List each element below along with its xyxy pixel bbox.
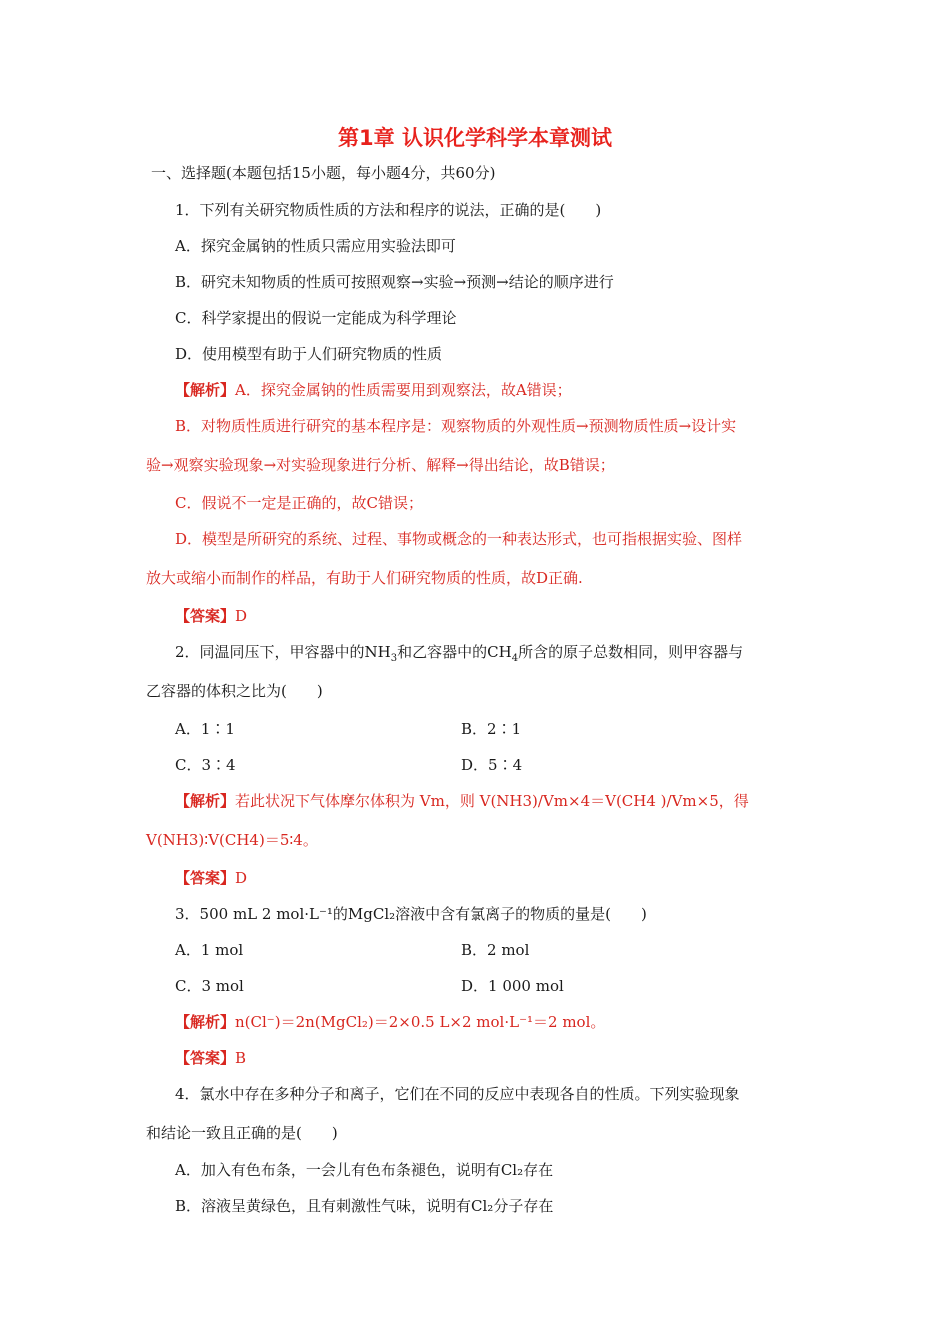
q2-stem-sub2: 4	[511, 653, 519, 664]
q3-stem: 3．500 mL 2 mol·L⁻¹的MgCl₂溶液中含有氯离子的物质的量是( )	[175, 905, 647, 923]
q2-stem-line2: 乙容器的体积之比为( )	[146, 682, 323, 700]
q1-analysis-d1: D．模型是所研究的系统、过程、事物或概念的一种表达形式，也可指根据实验、图样	[175, 530, 743, 548]
q2-analysis-text1: 若此状况下气体摩尔体积为 Vm，则 V(NH3)/Vm×4＝V(CH4 )/Vm×5，得	[235, 792, 749, 810]
q1-answer	[175, 606, 950, 626]
q3-answer-value: B	[235, 1049, 247, 1067]
q1-analysis-d2: 放大或缩小而制作的样品，有助于人们研究物质的性质，故D正确.	[146, 569, 583, 587]
q1-option-c: C．科学家提出的假说一定能成为科学理论	[175, 309, 457, 327]
q3-option-a: A．1 mol	[175, 941, 244, 959]
q2-option-c: C．3∶4	[175, 756, 236, 774]
q2-stem-part2: 和乙容器中的CH	[397, 643, 512, 661]
q1-answer-value: D	[235, 607, 248, 625]
q1-analysis-a-text: A．探究金属钠的性质需要用到观察法，故A错误；	[235, 381, 572, 399]
analysis-tag: 【解析】	[175, 1013, 236, 1031]
q4-option-a: A．加入有色布条，一会儿有色布条褪色，说明有Cl₂存在	[175, 1161, 554, 1179]
q4-stem-line2: 和结论一致且正确的是( )	[146, 1124, 338, 1142]
q2-stem-part3: 所含的原子总数相同，则甲容器与	[518, 643, 744, 661]
answer-tag: 【答案】	[175, 1049, 236, 1067]
q2-stem-part1: 2．同温同压下，甲容器中的NH	[175, 643, 391, 661]
section-heading: 一、选择题(本题包括15小题，每小题4分，共60分)	[151, 164, 496, 182]
answer-tag: 【答案】	[175, 869, 236, 887]
q1-analysis-b1: B．对物质性质进行研究的基本程序是：观察物质的外观性质→预测物质性质→设计实	[175, 417, 737, 435]
analysis-tag: 【解析】	[175, 381, 236, 399]
q1-analysis-a	[175, 380, 950, 400]
q1-option-a: A．探究金属钠的性质只需应用实验法即可	[175, 237, 456, 255]
page-title: 第1章 认识化学科学本章测试	[338, 126, 612, 150]
q3-answer	[175, 1048, 950, 1068]
q3-analysis-text: n(Cl⁻)＝2n(MgCl₂)＝2×0.5 L×2 mol·L⁻¹＝2 mol。	[235, 1013, 606, 1031]
q2-analysis-line2: V(NH3)∶V(CH4)＝5∶4。	[146, 831, 318, 849]
q3-option-c: C．3 mol	[175, 977, 244, 995]
q2-option-a: A．1∶1	[175, 720, 235, 738]
q2-answer-value: D	[235, 869, 248, 887]
q2-option-b: B．2∶1	[461, 720, 522, 738]
q4-stem-line1: 4．氯水中存在多种分子和离子，它们在不同的反应中表现各自的性质。下列实验现象	[175, 1085, 740, 1103]
q2-stem	[175, 642, 950, 662]
q1-option-d: D．使用模型有助于人们研究物质的性质	[175, 345, 443, 363]
q3-option-b: B．2 mol	[461, 941, 530, 959]
q1-stem: 1．下列有关研究物质性质的方法和程序的说法，正确的是( )	[175, 201, 602, 219]
q4-option-b: B．溶液呈黄绿色，且有刺激性气味，说明有Cl₂分子存在	[175, 1197, 554, 1215]
q2-analysis-line1	[175, 791, 950, 811]
q1-option-b: B．研究未知物质的性质可按照观察→实验→预测→结论的顺序进行	[175, 273, 614, 291]
q1-analysis-c: C．假说不一定是正确的，故C错误；	[175, 494, 423, 512]
q1-analysis-b2: 验→观察实验现象→对实验现象进行分析、解释→得出结论，故B错误；	[146, 456, 615, 474]
q2-answer	[175, 868, 950, 888]
q3-option-d: D．1 000 mol	[461, 977, 564, 995]
answer-tag: 【答案】	[175, 607, 236, 625]
q3-analysis	[175, 1012, 950, 1032]
analysis-tag: 【解析】	[175, 792, 236, 810]
q2-option-d: D．5∶4	[461, 756, 523, 774]
q2-stem-sub1: 3	[390, 653, 398, 664]
